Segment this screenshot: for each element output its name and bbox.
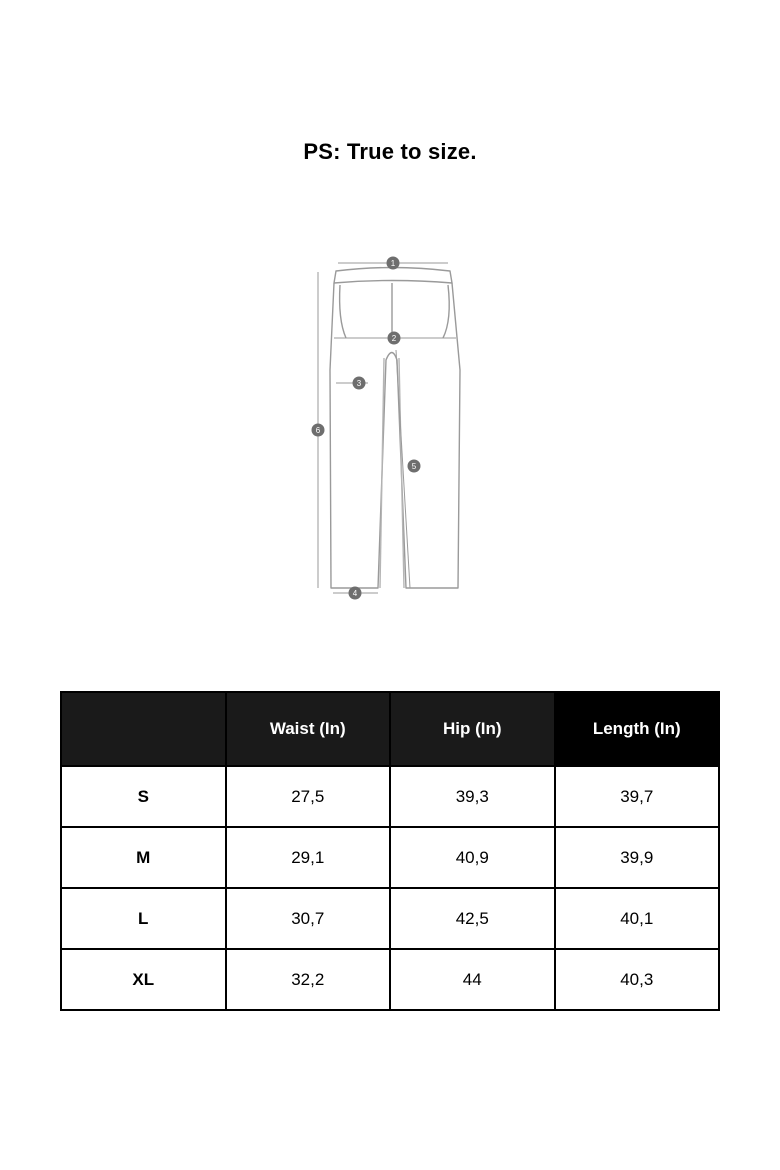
header-cell-hip: Hip (In) <box>390 692 555 766</box>
length-cell: 40,3 <box>555 949 720 1010</box>
marker-label: 5 <box>411 462 417 471</box>
length-cell: 39,7 <box>555 766 720 827</box>
size-cell: M <box>61 827 226 888</box>
table-row <box>61 888 719 949</box>
pants-diagram <box>300 250 480 605</box>
length-cell: 39,9 <box>555 827 720 888</box>
table-row <box>61 949 719 1010</box>
marker-label: 4 <box>352 589 358 598</box>
marker-label: 3 <box>356 379 362 388</box>
marker-label: 6 <box>315 426 321 435</box>
table-header-row <box>61 692 719 766</box>
waist-cell: 27,5 <box>226 766 391 827</box>
waist-cell: 29,1 <box>226 827 391 888</box>
header-cell-empty <box>61 692 226 766</box>
page-title: PS: True to size. <box>303 139 477 164</box>
size-cell: L <box>61 888 226 949</box>
marker-label: 2 <box>391 334 397 343</box>
hip-cell: 44 <box>390 949 555 1010</box>
size-chart-table <box>60 691 720 1011</box>
waist-cell: 30,7 <box>226 888 391 949</box>
hip-cell: 39,3 <box>390 766 555 827</box>
header-cell-waist: Waist (In) <box>226 692 391 766</box>
size-cell: XL <box>61 949 226 1010</box>
size-cell: S <box>61 766 226 827</box>
waist-cell: 32,2 <box>226 949 391 1010</box>
header-cell-length: Length (In) <box>555 692 720 766</box>
table-row <box>61 766 719 827</box>
hip-cell: 40,9 <box>390 827 555 888</box>
hip-cell: 42,5 <box>390 888 555 949</box>
length-cell: 40,1 <box>555 888 720 949</box>
table-row <box>61 827 719 888</box>
marker-label: 1 <box>390 259 396 268</box>
